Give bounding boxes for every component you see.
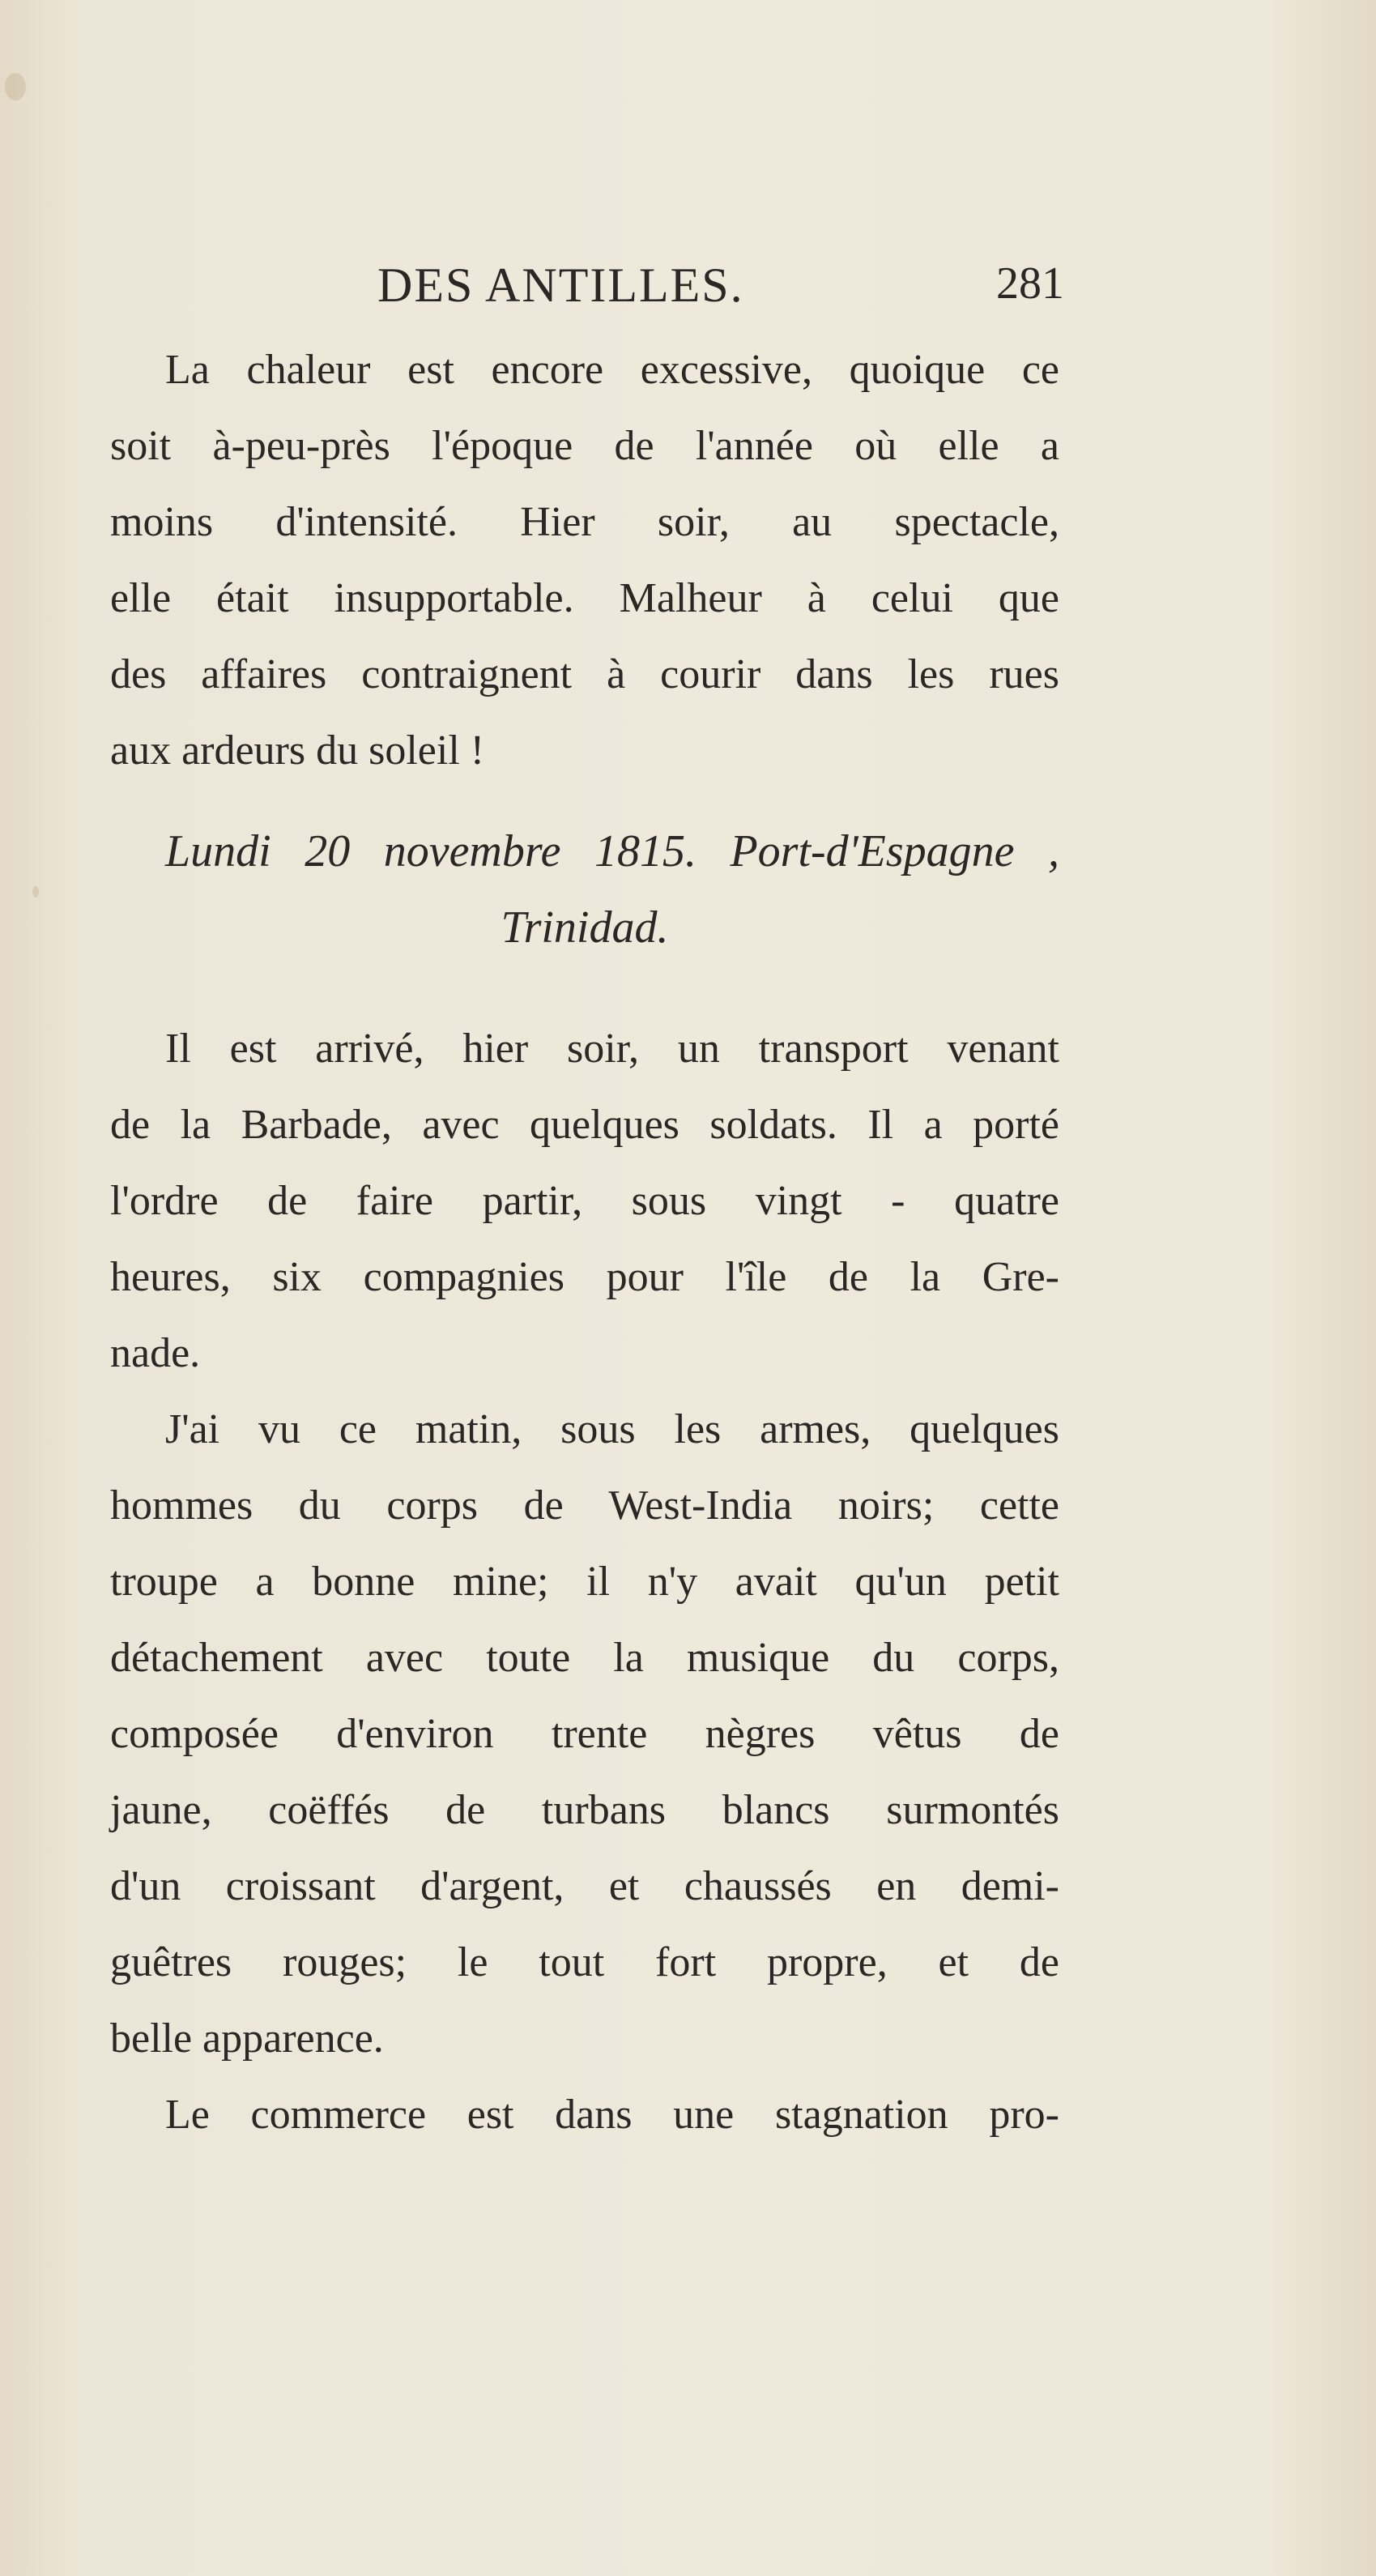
text-line: aux ardeurs du soleil ! xyxy=(110,727,485,774)
running-head xyxy=(377,258,1064,322)
text-line: soit à-peu-près l'époque de l'année où elle a xyxy=(110,423,1059,469)
text-line: Le commerce est dans une stagnation pro- xyxy=(165,2092,1059,2138)
text-line: Il est arrivé, hier soir, un transport venant xyxy=(165,1026,1059,1072)
text-line: guêtres rouges; le tout fort propre, et de xyxy=(110,1939,1059,1985)
text-line: détachement avec toute la musique du corps, xyxy=(110,1635,1059,1681)
dateline-line: Lundi 20 novembre 1815. Port-d'Espagne , xyxy=(165,826,1059,876)
text-line: d'un croissant d'argent, et chaussés en demi- xyxy=(110,1863,1059,1909)
text-line: hommes du corps de West-India noirs; cette xyxy=(110,1482,1059,1529)
text-line: heures, six compagnies pour l'île de la Gre- xyxy=(110,1254,1059,1300)
foxing-spot xyxy=(5,73,26,100)
paragraph xyxy=(110,1392,1059,2077)
paragraph xyxy=(110,1011,1059,1392)
paragraph xyxy=(110,2077,1059,2153)
text-line: nade. xyxy=(110,1330,201,1376)
text-line: composée d'environ trente nègres vêtus de xyxy=(110,1711,1059,1757)
text-line: jaune, coëffés de turbans blancs surmontés xyxy=(110,1787,1059,1833)
text-line: de la Barbade, avec quelques soldats. Il a porté xyxy=(110,1102,1059,1148)
text-line: l'ordre de faire partir, sous vingt - quatre xyxy=(110,1178,1059,1224)
body-text xyxy=(110,332,1059,2153)
dateline-line: Trinidad. xyxy=(501,902,669,953)
text-line: moins d'intensité. Hier soir, au spectacle, xyxy=(110,499,1059,545)
dateline xyxy=(110,813,1059,966)
text-line: troupe a bonne mine; il n'y avait qu'un petit xyxy=(110,1559,1059,1605)
page-number: 281 xyxy=(996,258,1064,309)
text-line: J'ai vu ce matin, sous les armes, quelques xyxy=(165,1406,1059,1452)
text-line: des affaires contraignent à courir dans les rues xyxy=(110,651,1059,697)
text-line: La chaleur est encore excessive, quoique ce xyxy=(165,347,1059,393)
foxing-spot xyxy=(32,886,39,898)
text-line: elle était insupportable. Malheur à celui que xyxy=(110,575,1059,621)
paragraph xyxy=(110,332,1059,789)
text-line: belle apparence. xyxy=(110,2015,384,2062)
running-title: DES ANTILLES. xyxy=(377,258,744,312)
